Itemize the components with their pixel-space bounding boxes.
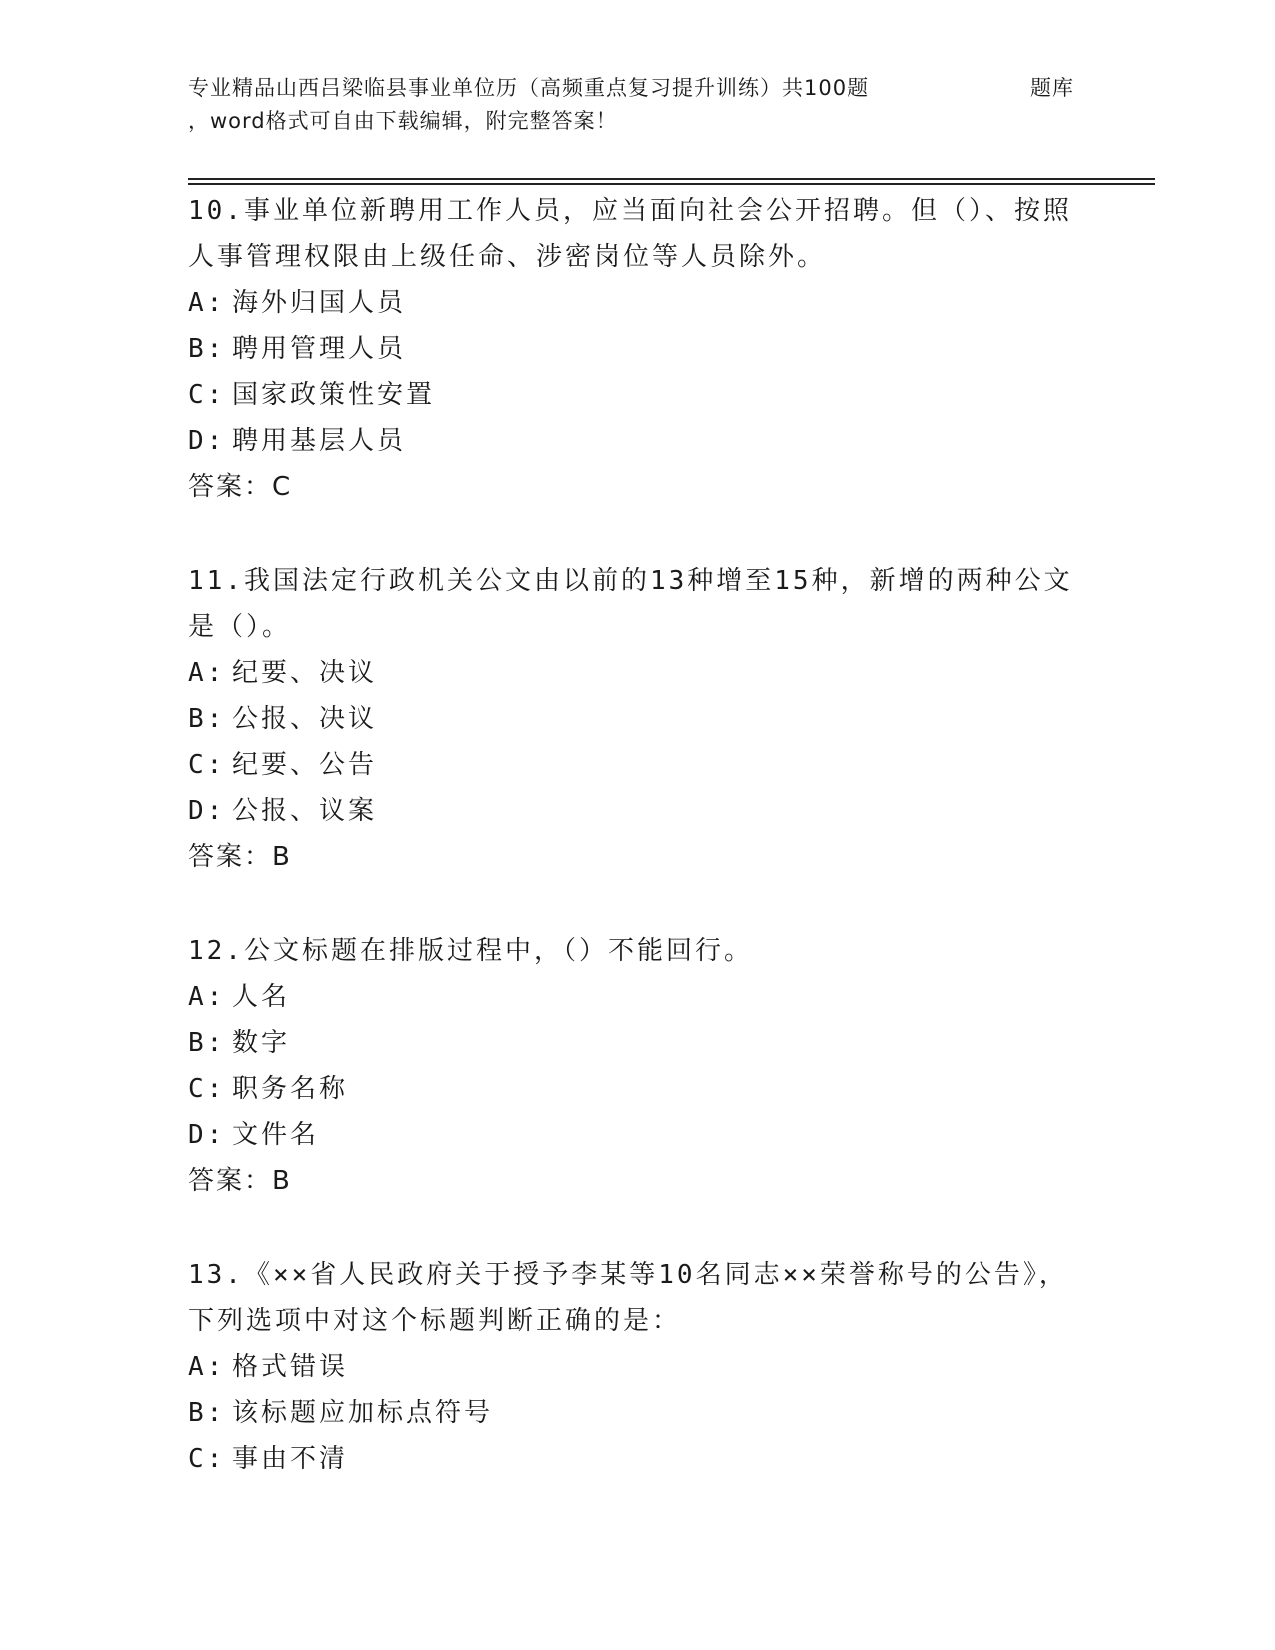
document-header bbox=[188, 72, 1088, 138]
option-key: A: bbox=[188, 982, 226, 1012]
answer-line bbox=[188, 834, 1088, 880]
option-key: B: bbox=[188, 334, 226, 364]
question-text: 12.公文标题在排版过程中，（）不能回行。 bbox=[188, 936, 753, 966]
option-key: D: bbox=[188, 1120, 226, 1150]
answer-value: C bbox=[272, 472, 293, 502]
option-c bbox=[188, 1066, 1088, 1112]
option-text: 文件名 bbox=[232, 1120, 320, 1150]
option-text: 格式错误 bbox=[232, 1352, 349, 1382]
option-text: 人名 bbox=[232, 982, 291, 1012]
option-text: 公报、议案 bbox=[232, 796, 378, 826]
answer-line bbox=[188, 1158, 1088, 1204]
option-text: 聘用管理人员 bbox=[232, 334, 407, 364]
question-13 bbox=[188, 1252, 1088, 1482]
option-key: C: bbox=[188, 750, 226, 780]
option-a bbox=[188, 280, 1088, 326]
option-key: C: bbox=[188, 1444, 226, 1474]
option-text: 国家政策性安置 bbox=[232, 380, 436, 410]
option-text: 职务名称 bbox=[232, 1074, 349, 1104]
option-key: B: bbox=[188, 704, 226, 734]
option-a bbox=[188, 974, 1088, 1020]
header-title: 专业精品山西吕梁临县事业单位历（高频重点复习提升训练）共100题 bbox=[188, 76, 870, 100]
option-text: 聘用基层人员 bbox=[232, 426, 407, 456]
answer-line bbox=[188, 464, 1088, 510]
answer-value: B bbox=[272, 1166, 292, 1196]
option-text: 事由不清 bbox=[232, 1444, 349, 1474]
option-b bbox=[188, 696, 1088, 742]
option-key: B: bbox=[188, 1028, 226, 1058]
option-b bbox=[188, 326, 1088, 372]
answer-label: 答案： bbox=[188, 842, 273, 872]
option-key: A: bbox=[188, 658, 226, 688]
option-text: 该标题应加标点符号 bbox=[232, 1398, 494, 1428]
question-text: 10.事业单位新聘用工作人员，应当面向社会公开招聘。但（）、按照人事管理权限由上级任命、涉密岗位等人员除外。 bbox=[188, 196, 1072, 272]
option-d bbox=[188, 788, 1088, 834]
option-text: 纪要、公告 bbox=[232, 750, 378, 780]
option-b bbox=[188, 1020, 1088, 1066]
answer-value: B bbox=[272, 842, 292, 872]
option-text: 公报、决议 bbox=[232, 704, 378, 734]
option-text: 纪要、决议 bbox=[232, 658, 378, 688]
option-text: 数字 bbox=[232, 1028, 291, 1058]
option-c bbox=[188, 742, 1088, 788]
header-divider-bottom bbox=[188, 183, 1155, 185]
header-title-line bbox=[188, 72, 1088, 105]
option-d bbox=[188, 418, 1088, 464]
option-c bbox=[188, 372, 1088, 418]
question-text: 11.我国法定行政机关公文由以前的13种增至15种，新增的两种公文是（）。 bbox=[188, 566, 1073, 642]
question-11 bbox=[188, 558, 1088, 880]
option-key: A: bbox=[188, 1352, 226, 1382]
question-text: 13.《××省人民政府关于授予李某等10名同志××荣誉称号的公告》，下列选项中对这个标题判断正确的是： bbox=[188, 1260, 1068, 1336]
option-key: D: bbox=[188, 796, 226, 826]
option-a bbox=[188, 1344, 1088, 1390]
option-text: 海外归国人员 bbox=[232, 288, 407, 318]
header-subtitle: ，word格式可自由下载编辑，附完整答案！ bbox=[188, 109, 618, 133]
answer-label: 答案： bbox=[188, 472, 273, 502]
option-key: C: bbox=[188, 380, 226, 410]
option-c bbox=[188, 1436, 1088, 1482]
header-right-label: 题库 bbox=[1030, 76, 1074, 100]
answer-label: 答案： bbox=[188, 1166, 273, 1196]
question-12 bbox=[188, 928, 1088, 1204]
question-list bbox=[188, 188, 1088, 1530]
option-b bbox=[188, 1390, 1088, 1436]
option-a bbox=[188, 650, 1088, 696]
question-10 bbox=[188, 188, 1088, 510]
option-key: C: bbox=[188, 1074, 226, 1104]
option-key: B: bbox=[188, 1398, 226, 1428]
option-d bbox=[188, 1112, 1088, 1158]
header-divider-top bbox=[188, 178, 1155, 180]
option-key: A: bbox=[188, 288, 226, 318]
option-key: D: bbox=[188, 426, 226, 456]
